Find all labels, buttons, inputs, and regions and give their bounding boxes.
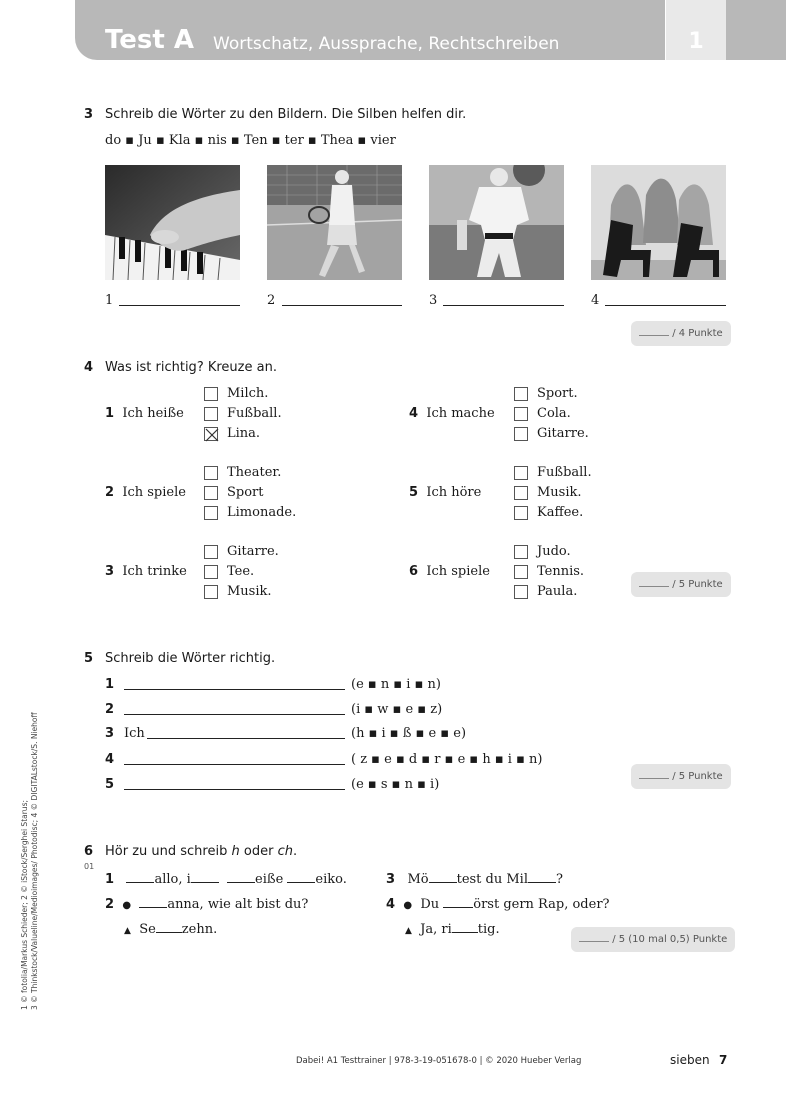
credits-line-2: 3 © Thinkstock/Valueline/Medioimages/ Photodisc; 4 © DIGITALstock/S. Niehoff — [30, 712, 39, 1010]
photo-judo — [429, 165, 564, 280]
q3-item-4-number: 4 — [591, 293, 600, 308]
q4-g5-checkbox-2[interactable] — [514, 486, 528, 500]
q5-score-label: / 5 Punkte — [672, 771, 723, 782]
q6-1-blank-1[interactable] — [126, 870, 154, 883]
q3-number: 3 — [84, 107, 94, 122]
q6-score — [571, 927, 735, 952]
test-subtitle: Wortschatz, Aussprache, Rechtschreiben — [213, 34, 560, 54]
q6-1-blank-3[interactable] — [227, 870, 255, 883]
q6-4-blank-2[interactable] — [452, 920, 478, 933]
q3-item-4-line[interactable] — [605, 305, 726, 306]
q4-g4-option-2: Cola. — [537, 406, 571, 421]
q5-item-5-line[interactable] — [124, 789, 345, 790]
q4-g3-option-2: Tee. — [227, 564, 255, 579]
q4-g1-checkbox-1[interactable] — [204, 387, 218, 401]
q4-g4-checkbox-3[interactable] — [514, 427, 528, 441]
image-credits — [20, 712, 40, 1010]
q3-item-1-line[interactable] — [119, 305, 240, 306]
q4-g5-option-2: Musik. — [537, 485, 582, 500]
q4-g4-option-3: Gitarre. — [537, 426, 589, 441]
q3-item-2-line[interactable] — [282, 305, 402, 306]
q4-number: 4 — [84, 360, 94, 375]
q4-g3-option-1: Gitarre. — [227, 544, 279, 559]
test-title: Test A — [105, 25, 194, 55]
q3-score-blank[interactable] — [639, 322, 669, 336]
q3-instruction: Schreib die Wörter zu den Bildern. Die Silben helfen dir. — [105, 107, 467, 122]
q5-score-blank[interactable] — [639, 765, 669, 779]
q6-2-blank-1[interactable] — [139, 895, 167, 908]
q4-g3-checkbox-2[interactable] — [204, 565, 218, 579]
q4-g6-checkbox-2[interactable] — [514, 565, 528, 579]
q5-item-2-number: 2 — [105, 702, 115, 717]
q4-g5-checkbox-3[interactable] — [514, 506, 528, 520]
q4-g4-checkbox-1[interactable] — [514, 387, 528, 401]
q4-g2-checkbox-3[interactable] — [204, 506, 218, 520]
q3-syllables: do ▪ Ju ▪ Kla ▪ nis ▪ Ten ▪ ter ▪ Thea ▪ vier — [105, 133, 396, 148]
q4-g1-option-3: Lina. — [227, 426, 261, 441]
q4-g6-option-3: Paula. — [537, 584, 578, 599]
q4-g2-checkbox-2[interactable] — [204, 486, 218, 500]
q3-item-2-number: 2 — [267, 293, 276, 308]
q4-group-1-label: 1 Ich heiße — [105, 406, 184, 421]
q4-score — [631, 572, 731, 597]
q4-score-blank[interactable] — [639, 573, 669, 587]
q5-item-2-letters: (i ▪ w ▪ e ▪ z) — [351, 702, 443, 717]
header-bar — [75, 0, 665, 60]
q4-g6-option-2: Tennis. — [537, 564, 585, 579]
q6-instruction: Hör zu und schreib h oder ch. — [105, 844, 298, 859]
q6-3-blank-2[interactable] — [528, 870, 556, 883]
q5-item-3-letters: (h ▪ i ▪ ß ▪ e ▪ e) — [351, 726, 467, 741]
footer-page-number: 7 — [719, 1053, 728, 1067]
q6-1-blank-2[interactable] — [191, 870, 219, 883]
q5-item-1-line[interactable] — [124, 689, 345, 690]
q4-g5-option-1: Fußball. — [537, 465, 592, 480]
q4-g2-option-1: Theater. — [227, 465, 282, 480]
footer-publisher: Dabei! A1 Testtrainer | 978-3-19-051678-0 | © 2020 Hueber Verlag — [296, 1056, 582, 1066]
photo-theater — [591, 165, 726, 280]
q5-item-3-prefix: Ich — [124, 726, 145, 741]
q5-item-5-letters: (e ▪ s ▪ n ▪ i) — [351, 777, 440, 792]
q4-g6-option-1: Judo. — [537, 544, 571, 559]
audio-track-number: 01 — [84, 862, 95, 871]
q6-number: 6 — [84, 844, 94, 859]
q4-g3-checkbox-3[interactable] — [204, 585, 218, 599]
q4-g6-checkbox-1[interactable] — [514, 545, 528, 559]
q4-g5-option-3: Kaffee. — [537, 505, 584, 520]
q5-item-4-letters: ( z ▪ e ▪ d ▪ r ▪ e ▪ h ▪ i ▪ n) — [351, 752, 543, 767]
q5-item-4-number: 4 — [105, 752, 115, 767]
cross-mark-icon — [205, 428, 219, 442]
q4-g4-option-1: Sport. — [537, 386, 578, 401]
q4-g1-option-2: Fußball. — [227, 406, 282, 421]
q6-item-3: 3 Mö test du Mil ? — [386, 872, 563, 887]
q6-3-blank-1[interactable] — [429, 870, 457, 883]
q6-item-2: 2 ● anna, wie alt bist du? — [105, 897, 309, 912]
q4-g6-checkbox-3[interactable] — [514, 585, 528, 599]
q4-score-label: / 5 Punkte — [672, 579, 723, 590]
q4-g1-checkbox-3-checked[interactable] — [204, 427, 218, 441]
q5-item-1-letters: (e ▪ n ▪ i ▪ n) — [351, 677, 441, 692]
q3-item-3-line[interactable] — [443, 305, 564, 306]
q5-item-3-line[interactable] — [147, 738, 345, 739]
q3-item-1-number: 1 — [105, 293, 114, 308]
q5-score — [631, 764, 731, 789]
q4-g2-option-3: Limonade. — [227, 505, 297, 520]
q5-item-3-number: 3 — [105, 726, 115, 741]
q5-item-1-number: 1 — [105, 677, 115, 692]
q4-g3-checkbox-1[interactable] — [204, 545, 218, 559]
q5-instruction: Schreib die Wörter richtig. — [105, 651, 276, 666]
q5-item-2-line[interactable] — [124, 714, 345, 715]
q6-item-1: 1 allo, i eiße eiko. — [105, 872, 347, 887]
q4-group-6-label: 6 Ich spiele — [409, 564, 490, 579]
q5-number: 5 — [84, 651, 94, 666]
q4-instruction: Was ist richtig? Kreuze an. — [105, 360, 277, 375]
q5-item-4-line[interactable] — [124, 764, 345, 765]
q6-1-blank-4[interactable] — [287, 870, 315, 883]
q4-g1-checkbox-2[interactable] — [204, 407, 218, 421]
q6-item-4: 4 ● Du örst gern Rap, oder? — [386, 897, 610, 912]
q3-score-label: / 4 Punkte — [672, 328, 723, 339]
q3-score — [631, 321, 731, 346]
header-right-block — [726, 0, 786, 60]
q4-g5-checkbox-1[interactable] — [514, 466, 528, 480]
unit-number: 1 — [666, 0, 726, 60]
q4-group-4-label: 4 Ich mache — [409, 406, 495, 421]
q5-item-5-number: 5 — [105, 777, 115, 792]
q4-g1-option-1: Milch. — [227, 386, 269, 401]
q4-g4-checkbox-2[interactable] — [514, 407, 528, 421]
credits-line-1: 1 © fotolia/Markus Schieder; 2 © iStock/Serghei Starus; — [20, 800, 29, 1010]
q4-g3-option-3: Musik. — [227, 584, 272, 599]
q6-item-4-reply: ▲ Ja, ri tig. — [405, 922, 500, 937]
q6-4-blank-1[interactable] — [443, 895, 473, 908]
q6-score-blank[interactable] — [579, 928, 609, 942]
footer-page-word: sieben — [670, 1053, 710, 1067]
q4-group-3-label: 3 Ich trinke — [105, 564, 187, 579]
photo-tennis — [267, 165, 402, 280]
q4-g2-option-2: Sport — [227, 485, 264, 500]
q6-2-blank-2[interactable] — [156, 920, 182, 933]
q4-group-2-label: 2 Ich spiele — [105, 485, 186, 500]
photo-piano — [105, 165, 240, 280]
q6-item-2-reply: ▲ Se zehn. — [124, 922, 218, 937]
q4-group-5-label: 5 Ich höre — [409, 485, 482, 500]
q3-item-3-number: 3 — [429, 293, 438, 308]
q6-score-label: / 5 (10 mal 0,5) Punkte — [612, 934, 728, 945]
q4-g2-checkbox-1[interactable] — [204, 466, 218, 480]
